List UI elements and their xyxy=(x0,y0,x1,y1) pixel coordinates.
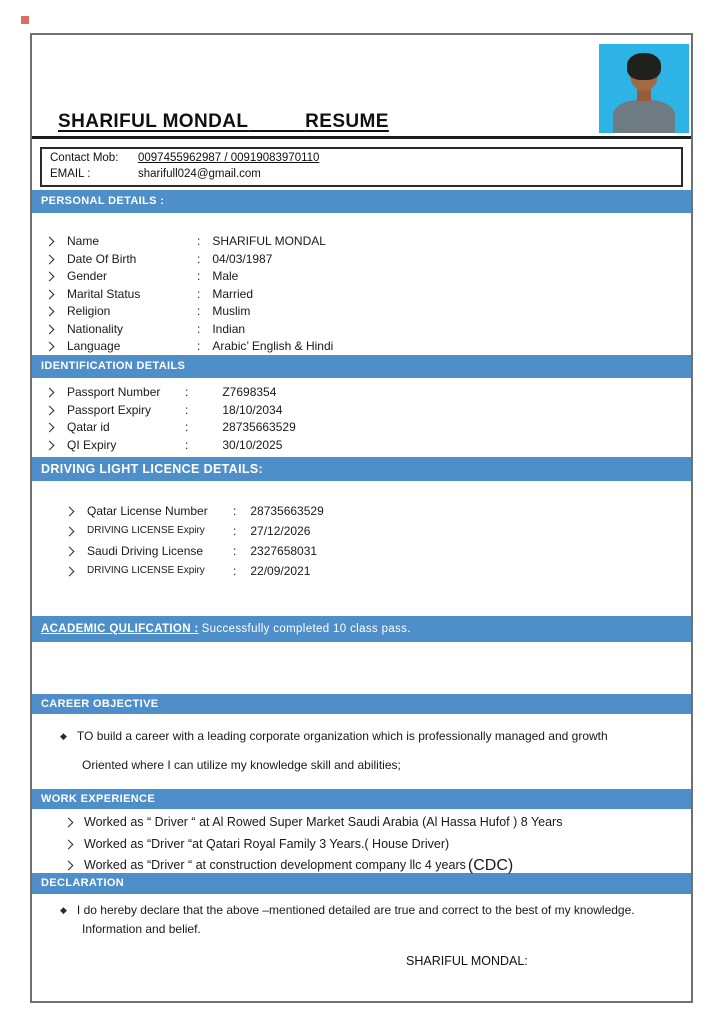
colon-separator: : xyxy=(197,234,201,248)
detail-label: Nationality xyxy=(67,321,124,336)
table-row xyxy=(32,338,691,356)
work-experience-section xyxy=(30,809,693,873)
detail-value: Indian xyxy=(212,321,246,336)
colon-separator: : xyxy=(233,524,237,538)
table-row xyxy=(32,437,691,455)
arrow-bullet-icon xyxy=(45,423,55,433)
arrow-bullet-icon xyxy=(45,272,55,282)
detail-label: Date Of Birth xyxy=(67,251,137,266)
detail-value: Arabic’ English & Hindi xyxy=(212,339,334,353)
detail-label: DRIVING LICENSE Expiry xyxy=(87,525,205,536)
table-row xyxy=(32,521,691,541)
detail-label: Language xyxy=(67,339,121,353)
colon-separator: : xyxy=(197,321,201,336)
table-row xyxy=(32,286,691,304)
career-objective-text: TO build a career with a leading corporate organization which is professionally managed and growth xyxy=(76,729,608,743)
section-bar-personal-details: PERSONAL DETAILS : xyxy=(32,190,691,213)
arrow-bullet-icon xyxy=(64,818,74,828)
table-row xyxy=(32,321,691,339)
page-title xyxy=(58,111,389,133)
detail-label: Saudi Driving License xyxy=(87,544,204,558)
arrow-bullet-icon xyxy=(45,388,55,398)
colon-separator: : xyxy=(185,385,189,399)
section-bar-identification-details: IDENTIFICATION DETAILS xyxy=(32,355,691,378)
contact-email-label: EMAIL : xyxy=(50,168,91,180)
table-row xyxy=(32,303,691,321)
photo-hair xyxy=(627,53,661,80)
detail-label: Passport Expiry xyxy=(67,402,152,417)
colon-separator: : xyxy=(197,339,201,353)
contact-box xyxy=(40,147,683,187)
colon-separator: : xyxy=(185,402,189,417)
table-row xyxy=(32,402,691,420)
candidate-name: SHARIFUL MONDAL xyxy=(58,111,249,132)
blank-spacer xyxy=(32,642,691,694)
arrow-bullet-icon xyxy=(45,254,55,264)
photo-shoulders xyxy=(613,100,674,133)
detail-value: 2327658031 xyxy=(250,544,318,558)
table-row xyxy=(32,233,691,251)
table-row xyxy=(32,251,691,269)
resume-page xyxy=(30,33,693,1003)
list-item xyxy=(32,812,691,834)
declaration-line: Information and belief. xyxy=(82,922,201,936)
colon-separator: : xyxy=(185,420,189,434)
arrow-bullet-icon xyxy=(45,405,55,415)
arrow-bullet-icon xyxy=(45,289,55,299)
detail-label: Name xyxy=(67,234,100,248)
career-objective-line xyxy=(32,727,691,746)
detail-value: Male xyxy=(212,269,239,283)
colon-separator: : xyxy=(197,286,201,301)
table-row xyxy=(32,541,691,561)
diamond-bullet-icon: ◆ xyxy=(60,731,67,741)
table-row xyxy=(32,561,691,581)
table-row xyxy=(32,501,691,521)
contact-mobile-label: Contact Mob: xyxy=(50,152,119,164)
driving-licence-section xyxy=(30,481,693,616)
arrow-bullet-icon xyxy=(45,324,55,334)
detail-label: DRIVING LICENSE Expiry xyxy=(87,565,205,576)
red-artifact-marker xyxy=(21,16,29,24)
colon-separator: : xyxy=(233,504,237,518)
colon-separator: : xyxy=(185,437,189,452)
arrow-bullet-icon xyxy=(64,839,74,849)
profile-photo xyxy=(599,44,689,133)
colon-separator: : xyxy=(197,251,201,266)
page-header xyxy=(32,35,691,139)
detail-value: 04/03/1987 xyxy=(212,251,273,266)
detail-value: 30/10/2025 xyxy=(222,437,283,452)
detail-value: SHARIFUL MONDAL xyxy=(212,234,326,248)
arrow-bullet-icon xyxy=(45,440,55,450)
detail-label: Passport Number xyxy=(67,385,161,399)
table-row xyxy=(32,384,691,402)
detail-value: 28735663529 xyxy=(222,420,296,434)
section-bar-work-experience: WORK EXPERIENCE xyxy=(32,789,691,809)
academic-text: Successfully completed 10 class pass. xyxy=(201,623,411,635)
table-row xyxy=(32,268,691,286)
colon-separator: : xyxy=(233,544,237,558)
declaration-line xyxy=(32,901,691,920)
detail-value: Married xyxy=(212,286,254,301)
arrow-bullet-icon xyxy=(64,861,74,871)
arrow-bullet-icon xyxy=(45,342,55,352)
career-objective-section xyxy=(30,714,693,789)
detail-label: Gender xyxy=(67,269,108,283)
colon-separator: : xyxy=(233,564,237,578)
identification-details-section xyxy=(30,378,693,457)
academic-heading: ACADEMIC QULIFCATION : xyxy=(41,623,199,635)
section-bar-academic-qualification xyxy=(32,616,691,642)
section-bar-driving-licence-details: DRIVING LIGHT LICENCE DETAILS: xyxy=(32,457,691,481)
arrow-bullet-icon xyxy=(45,237,55,247)
detail-label: Qatar id xyxy=(67,420,110,434)
arrow-bullet-icon xyxy=(65,526,75,536)
contact-email-value: sharifull024@gmail.com xyxy=(138,168,261,180)
signature-name: SHARIFUL MONDAL: xyxy=(406,954,528,968)
arrow-bullet-icon xyxy=(45,307,55,317)
document-type: RESUME xyxy=(305,111,389,132)
work-item-text: Worked as “Driver “at Qatari Royal Family 3 Years.( House Driver) xyxy=(84,836,450,851)
declaration-text: I do hereby declare that the above –mentioned detailed are true and correct to the best of my knowledge. xyxy=(76,903,635,917)
detail-label: Religion xyxy=(67,304,111,318)
work-item-text: Worked as “ Driver “ at Al Rowed Super Market Saudi Arabia (Al Hassa Hufof ) 8 Years xyxy=(84,815,563,829)
arrow-bullet-icon xyxy=(65,566,75,576)
title-underlined-group xyxy=(58,111,389,132)
work-item-text: Worked as “Driver “ at construction development company llc 4 years xyxy=(84,858,466,872)
title-tab-gap xyxy=(248,111,305,132)
detail-label: QI Expiry xyxy=(67,437,117,452)
contact-mobile-value: 0097455962987 / 00919083970110 xyxy=(138,152,320,164)
detail-value: 18/10/2034 xyxy=(222,402,283,417)
section-bar-declaration: DECLARATION xyxy=(32,873,691,894)
detail-value: 28735663529 xyxy=(250,504,324,518)
detail-value: Muslim xyxy=(212,304,251,318)
table-row xyxy=(32,419,691,437)
declaration-section xyxy=(30,894,693,968)
section-bar-career-objective: CAREER OBJECTIVE xyxy=(32,694,691,714)
contact-email-row xyxy=(50,166,673,182)
detail-label: Marital Status xyxy=(67,286,141,301)
arrow-bullet-icon xyxy=(65,546,75,556)
detail-value: 22/09/2021 xyxy=(250,564,311,578)
diamond-bullet-icon: ◆ xyxy=(60,905,67,915)
arrow-bullet-icon xyxy=(65,506,75,516)
colon-separator: : xyxy=(197,269,201,283)
detail-value: 27/12/2026 xyxy=(250,524,311,538)
contact-mobile-row xyxy=(50,150,673,166)
colon-separator: : xyxy=(197,304,201,318)
list-item xyxy=(32,834,691,856)
work-item-suffix: (CDC) xyxy=(467,857,514,874)
personal-details-section xyxy=(30,213,693,355)
detail-value: Z7698354 xyxy=(222,385,277,399)
career-objective-line: Oriented where I can utilize my knowledge skill and abilities; xyxy=(82,758,401,772)
detail-label: Qatar License Number xyxy=(87,504,208,518)
